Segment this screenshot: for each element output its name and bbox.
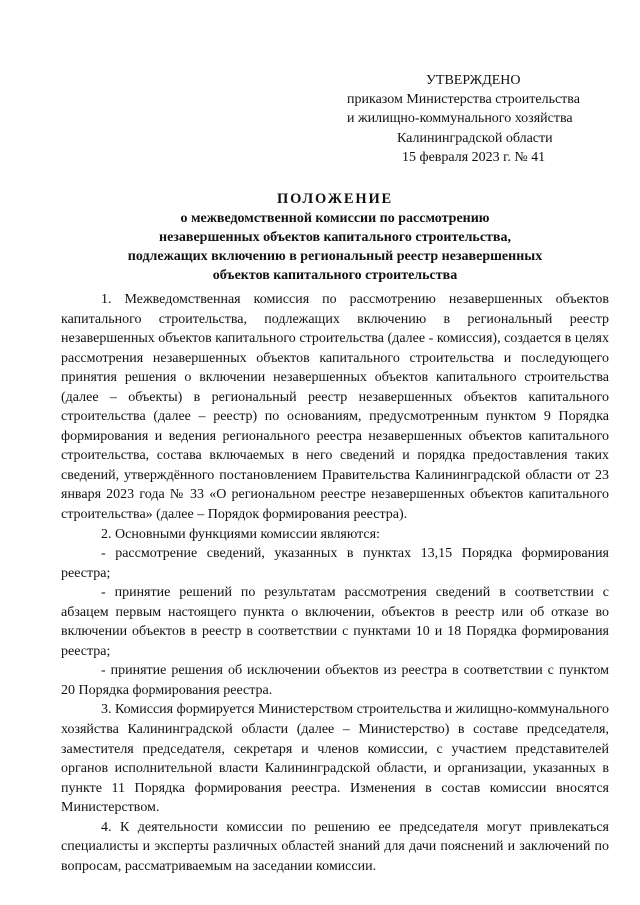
approval-line: и жилищно-коммунального хозяйства: [347, 111, 573, 127]
heading-subtitle-line: о межведомственной комиссии по рассмотрению: [180, 211, 490, 226]
heading-subtitle-line: подлежащих включению в региональный реестр незавершенных: [127, 249, 543, 264]
document-body: [61, 290, 609, 876]
paragraph-2: 2. Основными функциями комиссии являются:: [101, 526, 380, 542]
function-item-3: - принятие решения об исключении объектов из реестра в соответствии с пунктом 20 Порядка формирования реестра.: [61, 663, 609, 698]
approval-line: УТВЕРЖДЕНО: [426, 73, 521, 88]
paragraph-4: 4. К деятельности комиссии по решению ее председателя могут привлекаться специалисты и эксперты различных областей знаний для дачи пояснений и заключений по вопросам, рассматриваемым на заседании комиссии.: [61, 819, 609, 874]
approval-line: приказом Министерства строительства: [347, 92, 580, 108]
paragraph-1: 1. Межведомственная комиссия по рассмотрению незавершенных объектов капитального строительства, подлежащих включению в региональный реестр незавершенных объектов капитального строительства (далее - комиссия), создается в целях рассмотрения незавершенных объектов капитального строительства и последующего принятия решения о включении незавершенных объектов капитального строительства (далее – объекты) в региональный реестр незавершенных объектов капитального строительства (далее – реестр) по основаниям, предусмотренным пунктом 9 Порядка формирования и ведения регионального реестра незавершенных объектов капитального строительства, состава включаемых в него сведений и порядка предоставления таких сведений, утверждённого постановлением Правительства Калининградской области от 23 января 2023 года № 33 «О региональном реестре незавершенных объектов капитального строительства» (далее – Порядок формирования реестра).: [61, 292, 609, 523]
approval-line: Калининградской области: [397, 130, 553, 146]
function-item-2: - принятие решений по результатам рассмотрения сведений в соответствии с абзацем первым настоящего пункта о включении, объектов в реестр или об отказе во включении объектов в реестр в соответствии с пунктами 10 и 18 Порядка формирования реестра;: [61, 585, 609, 659]
approval-date-line: 15 февраля 2023 г. № 41: [402, 149, 546, 165]
heading-subtitle-line: незавершенных объектов капитального строительства,: [159, 230, 511, 245]
paragraph-3: 3. Комиссия формируется Министерством строительства и жилищно-коммунального хозяйства Калининградской области (далее – Министерство) в составе председателя, заместителя председателя, секретаря и членов комиссии, с участием представителей органов исполнительной власти Калининградской области, и организации, указанных в пункте 11 Порядка формирования реестра. Изменения в состав комиссии вносятся Министерством.: [61, 702, 609, 816]
function-item-1: - рассмотрение сведений, указанных в пунктах 13,15 Порядка формирования реестра;: [61, 546, 609, 581]
document-title: ПОЛОЖЕНИЕ: [277, 191, 393, 207]
document-heading: [60, 190, 610, 285]
heading-subtitle-line: объектов капитального строительства: [212, 268, 458, 283]
approval-stamp: [300, 71, 620, 167]
